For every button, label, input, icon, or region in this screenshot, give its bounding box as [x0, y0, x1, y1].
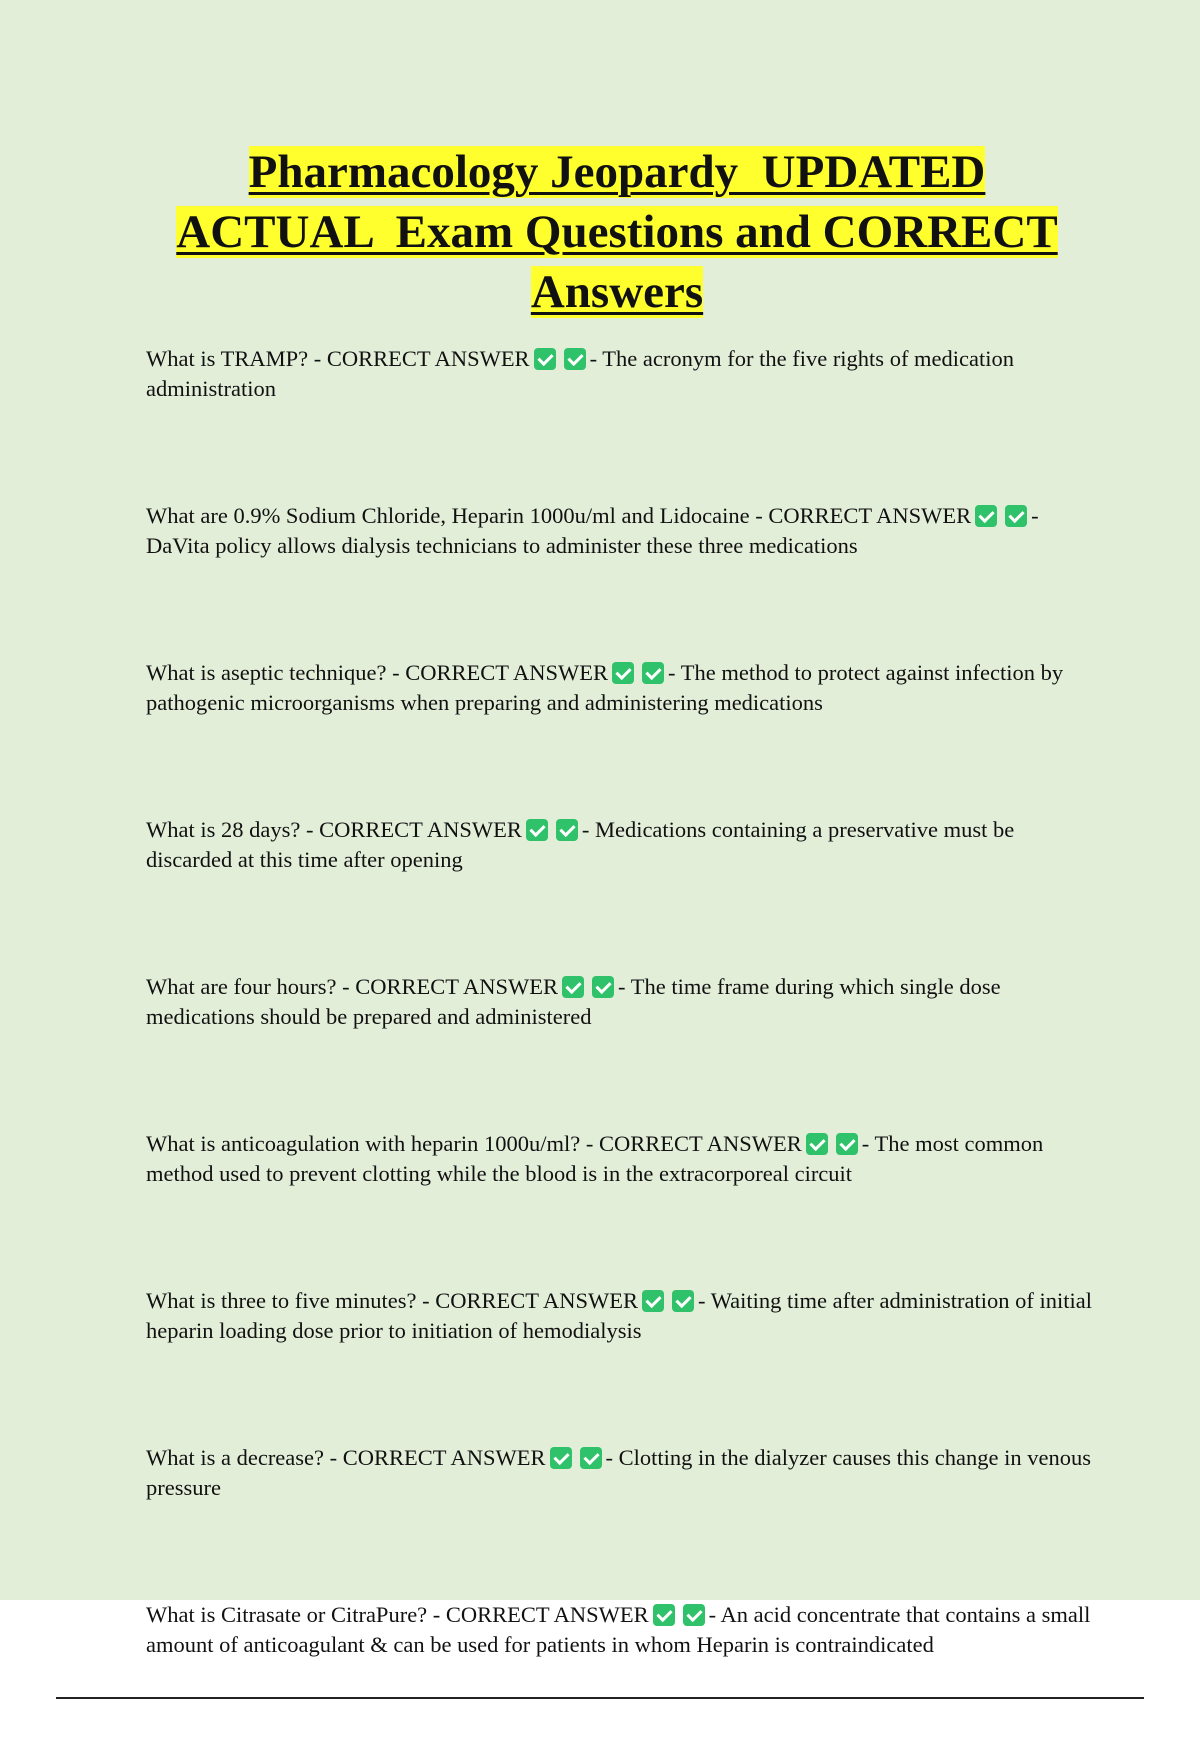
- check-mark-box-icon: [836, 1133, 858, 1155]
- title-line: ACTUAL Exam Questions and CORRECT: [176, 206, 1058, 258]
- check-mark-box-icon: [580, 1447, 602, 1469]
- answer-text: - The most common method used to prevent clotting while the blood is in the extracorporeal circuit: [146, 1131, 1044, 1186]
- qa-item: [146, 1129, 1096, 1189]
- question-text: What are 0.9% Sodium Chloride, Heparin 1000u/ml and Lidocaine - CORRECT ANSWER: [146, 503, 972, 528]
- question-text: What is a decrease? - CORRECT ANSWER: [146, 1445, 546, 1470]
- check-mark-box-icon: [564, 348, 586, 370]
- qa-item: [146, 972, 1096, 1032]
- question-text: What are four hours? - CORRECT ANSWER: [146, 974, 559, 999]
- check-mark-box-icon: [550, 1447, 572, 1469]
- answer-text: - Medications containing a preservative must be discarded at this time after opening: [146, 817, 1015, 872]
- answer-text: - Waiting time after administration of initial heparin loading dose prior to initiation of hemodialysis: [146, 1288, 1092, 1343]
- qa-item: [146, 1443, 1096, 1503]
- check-mark-box-icon: [592, 976, 614, 998]
- check-mark-box-icon: [653, 1604, 675, 1626]
- check-mark-box-icon: [683, 1604, 705, 1626]
- footer-divider: [56, 1697, 1144, 1699]
- title-line: Answers: [530, 266, 704, 318]
- check-mark-box-icon: [672, 1290, 694, 1312]
- check-mark-box-icon: [534, 348, 556, 370]
- answer-text: - The acronym for the five rights of medication administration: [146, 346, 1015, 401]
- check-mark-box-icon: [975, 505, 997, 527]
- question-text: What is 28 days? - CORRECT ANSWER: [146, 817, 522, 842]
- answer-text: - The time frame during which single dose medications should be prepared and administered: [146, 974, 1001, 1029]
- qa-item: [146, 1286, 1096, 1346]
- answer-text: - Clotting in the dialyzer causes this change in venous pressure: [146, 1445, 1092, 1500]
- question-text: What is anticoagulation with heparin 1000u/ml? - CORRECT ANSWER: [146, 1131, 802, 1156]
- qa-item: [146, 815, 1096, 875]
- check-mark-box-icon: [1005, 505, 1027, 527]
- qa-item: [146, 658, 1096, 718]
- answer-text: - DaVita policy allows dialysis technicians to administer these three medications: [146, 503, 1039, 558]
- check-mark-box-icon: [562, 976, 584, 998]
- question-text: What is three to five minutes? - CORRECT ANSWER: [146, 1288, 639, 1313]
- question-text: What is Citrasate or CitraPure? - CORRECT ANSWER: [146, 1602, 649, 1627]
- title-line: Pharmacology Jeopardy UPDATED: [248, 146, 986, 198]
- answer-text: - The method to protect against infection by pathogenic microorganisms when preparing and administering medications: [146, 660, 1064, 715]
- check-mark-box-icon: [642, 662, 664, 684]
- question-text: What is aseptic technique? - CORRECT ANSWER: [146, 660, 609, 685]
- check-mark-box-icon: [806, 1133, 828, 1155]
- answer-text: - An acid concentrate that contains a small amount of anticoagulant & can be used for patients in whom Heparin is contraindicated: [146, 1602, 1091, 1657]
- document-title: [120, 142, 1114, 322]
- qa-item: [146, 501, 1096, 561]
- check-mark-box-icon: [612, 662, 634, 684]
- qa-item: [146, 1600, 1096, 1660]
- check-mark-box-icon: [556, 819, 578, 841]
- check-mark-box-icon: [526, 819, 548, 841]
- question-answer-list: [146, 344, 1096, 1757]
- check-mark-box-icon: [642, 1290, 664, 1312]
- question-text: What is TRAMP? - CORRECT ANSWER: [146, 346, 530, 371]
- qa-item: [146, 344, 1096, 404]
